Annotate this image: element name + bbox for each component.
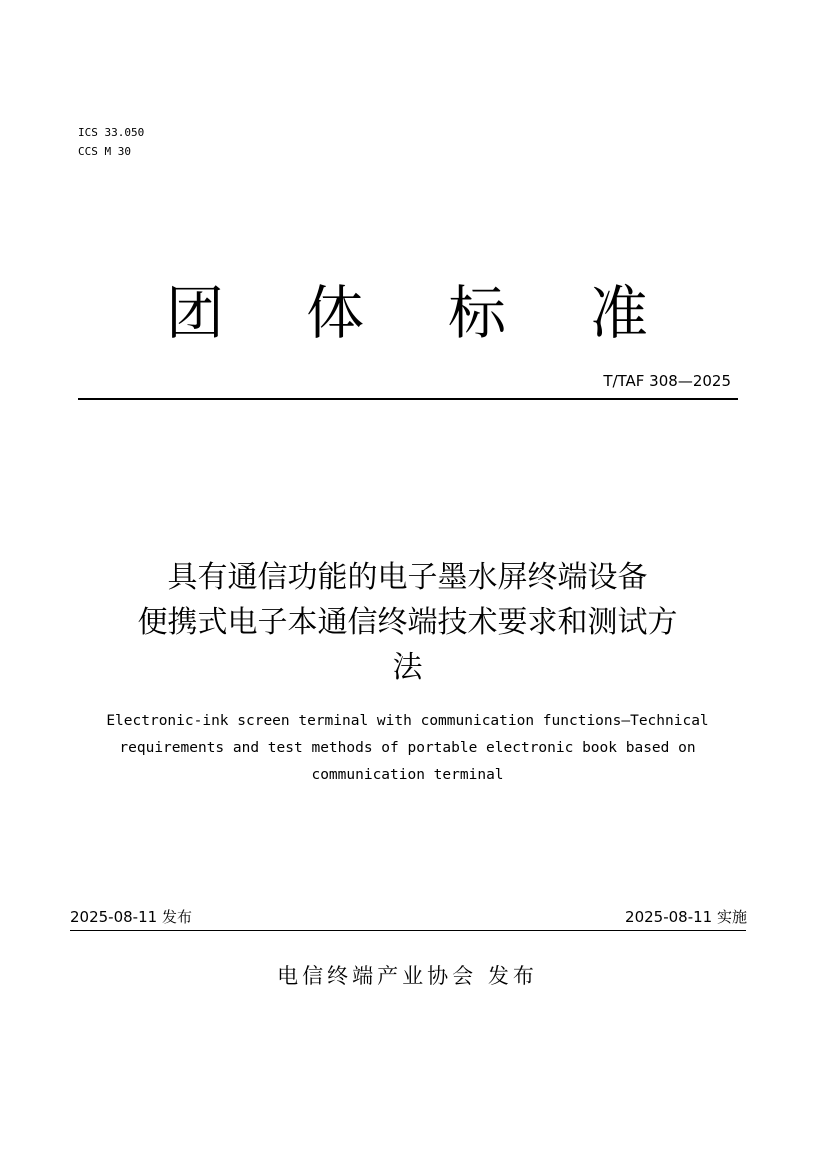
standard-type-char: 体 (306, 279, 365, 347)
publisher: 电信终端产业协会 发布 (277, 964, 538, 988)
classification-codes (78, 123, 144, 161)
standard-number: T/TAF 308—2025 (603, 372, 731, 390)
standard-type-char: 标 (448, 279, 507, 347)
english-title-line: requirements and test methods of portable electronic book based on (119, 740, 696, 756)
chinese-title (60, 555, 755, 690)
english-title-line: Electronic-ink screen terminal with communication functions—Technical (106, 713, 709, 729)
header-divider (78, 398, 738, 400)
standard-type-char: 准 (590, 279, 649, 347)
chinese-title-line: 便携式电子本通信终端技术要求和测试方 (137, 605, 678, 640)
english-title (55, 708, 760, 789)
ics-code: ICS 33.050 (78, 126, 145, 139)
ccs-code: CCS M 30 (78, 145, 131, 158)
chinese-title-line: 法 (392, 650, 423, 685)
footer-divider (70, 930, 746, 931)
publish-date: 2025-08-11 发布 (70, 908, 192, 926)
standard-type-title (0, 278, 815, 358)
standard-type-char: 团 (166, 279, 225, 347)
implement-date: 2025-08-11 实施 (625, 908, 747, 926)
chinese-title-line: 具有通信功能的电子墨水屏终端设备 (167, 560, 648, 595)
english-title-line: communication terminal (311, 767, 504, 783)
